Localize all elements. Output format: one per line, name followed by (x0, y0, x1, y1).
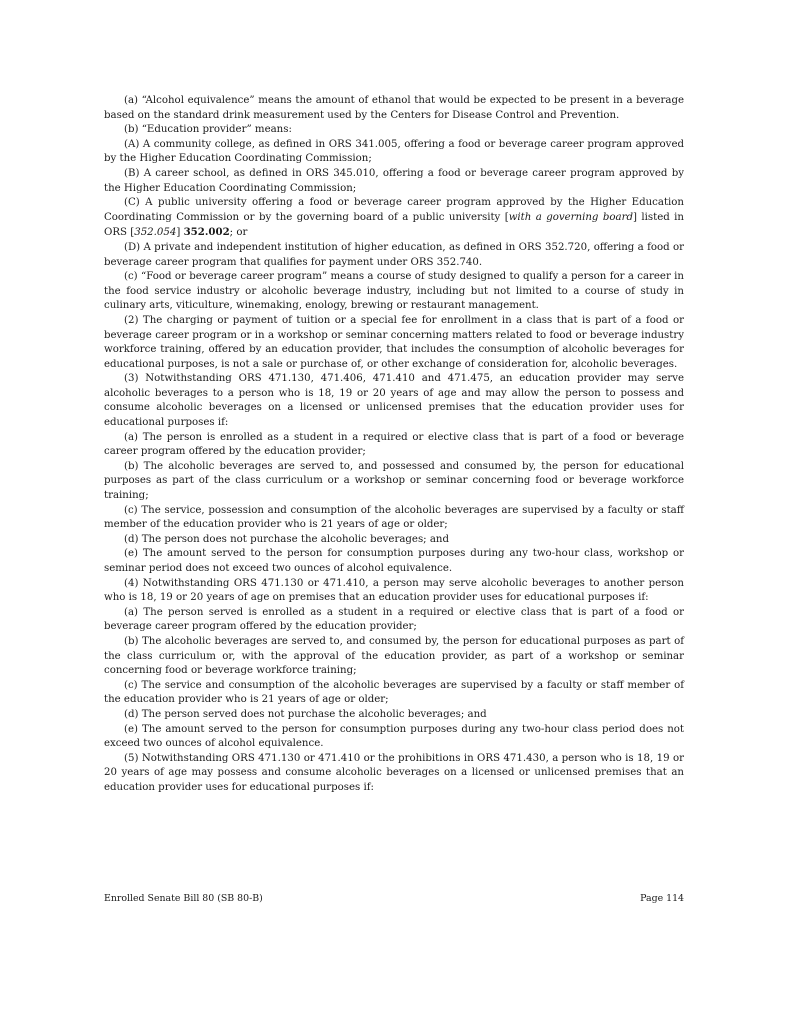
paragraph-3a: (a) The person is enrolled as a student in a required or elective class that is part of a food or beverage career program offered by the education provider; (104, 431, 684, 458)
paragraph-4b: (b) The alcoholic beverages are served to, and consumed by, the person for educational purposes as part of the class curriculum or, with the approval of the education provider, as part of a workshop or seminar concerning food or beverage workforce training; (104, 635, 684, 677)
paragraph-section-5: (5) Notwithstanding ORS 471.130 or 471.410 or the prohibitions in ORS 471.430, a person who is 18, 19 or 20 years of age may possess and consume alcoholic beverages on a licensed or unlicensed premises that an education provider uses for educational purposes if: (104, 752, 684, 793)
document-body (104, 94, 684, 796)
paragraph-section-2: (2) The charging or payment of tuition or a special fee for enrollment in a class that is part of a food or beverage career program or in a workshop or seminar concerning matters related to food or beverage industry workforce training, offered by an education provider, that includes the consumption of alcoholic beverages for educational purposes, is not a sale or purchase of, or other exchange of consideration for, alcoholic beverages. (104, 314, 684, 370)
paragraph-alcohol-equivalence: (a) “Alcohol equivalence” means the amount of ethanol that would be expected to be present in a beverage based on the standard drink measurement used by the Centers for Disease Control and Prevention. (104, 95, 684, 121)
deleted-text: with a governing board (508, 211, 633, 223)
paragraph-3e: (e) The amount served to the person for consumption purposes during any two-hour class, workshop or seminar period does not exceed two ounces of alcohol equivalence. (104, 548, 684, 574)
text-segment: ] (176, 227, 184, 239)
paragraph-private-institution: (D) A private and independent institution of higher education, as defined in ORS 352.720, offering a food or beverage career program that qualifies for payment under ORS 352.740. (104, 241, 684, 268)
paragraph-4e: (e) The amount served to the person for consumption purposes during any two-hour class period does not exceed two ounces of alcohol equivalence. (104, 723, 684, 750)
paragraph-public-university (104, 196, 684, 241)
paragraph-education-provider: (b) “Education provider” means: (124, 124, 292, 136)
paragraph-3d: (d) The person does not purchase the alcoholic beverages; and (124, 533, 450, 545)
text-segment: ; or (229, 227, 248, 239)
paragraph-4a: (a) The person served is enrolled as a student in a required or elective class that is part of a food or beverage career program offered by the education provider; (104, 606, 684, 633)
text-segment: (C) A public university offering a food or beverage career program approved by the Higher Education Coordinating Commission or by the governing board of a public university [ (104, 197, 684, 223)
paragraph-3c: (c) The service, possession and consumption of the alcoholic beverages are supervised by a faculty or staff member of the education provider who is 21 years of age or older; (104, 504, 684, 531)
paragraph-4d: (d) The person served does not purchase the alcoholic beverages; and (124, 708, 487, 720)
page-number: Page 114 (640, 893, 684, 904)
paragraph-4c: (c) The service and consumption of the alcoholic beverages are supervised by a faculty or staff member of the education provider who is 21 years of age or older; (104, 679, 684, 706)
inserted-text: 352.002 (183, 226, 230, 239)
paragraph-3b: (b) The alcoholic beverages are served to, and possessed and consumed by, the person for educational purposes as part of the class curriculum or a workshop or seminar concerning food or beverage workforce training; (104, 460, 684, 502)
page-footer (104, 893, 684, 904)
paragraph-food-beverage-program: (c) “Food or beverage career program” means a course of study designed to qualify a person for a career in the food service industry or alcoholic beverage industry, including but not limited to a course of study in culinary arts, viticulture, winemaking, enology, brewing or restaurant management. (104, 271, 684, 312)
deleted-text: 352.054 (134, 227, 177, 239)
paragraph-section-4: (4) Notwithstanding ORS 471.130 or 471.410, a person may serve alcoholic beverages to another person who is 18, 19 or 20 years of age on premises that an education provider uses for educational purposes if: (104, 577, 684, 604)
paragraph-community-college: (A) A community college, as defined in ORS 341.005, offering a food or beverage career program approved by the Higher Education Coordinating Commission; (104, 138, 684, 165)
text-segment: ] listed in ORS [ (104, 211, 684, 239)
paragraph-section-3: (3) Notwithstanding ORS 471.130, 471.406, 471.410 and 471.475, an education provider may serve alcoholic beverages to a person who is 18, 19 or 20 years of age and may allow the person to possess and consume alcoholic beverages on a licensed or unlicensed premises that the education provider uses for educational purposes if: (104, 373, 684, 429)
paragraph-career-school: (B) A career school, as defined in ORS 345.010, offering a food or beverage career program approved by the Higher Education Coordinating Commission; (104, 167, 684, 194)
bill-label: Enrolled Senate Bill 80 (SB 80-B) (104, 893, 263, 904)
